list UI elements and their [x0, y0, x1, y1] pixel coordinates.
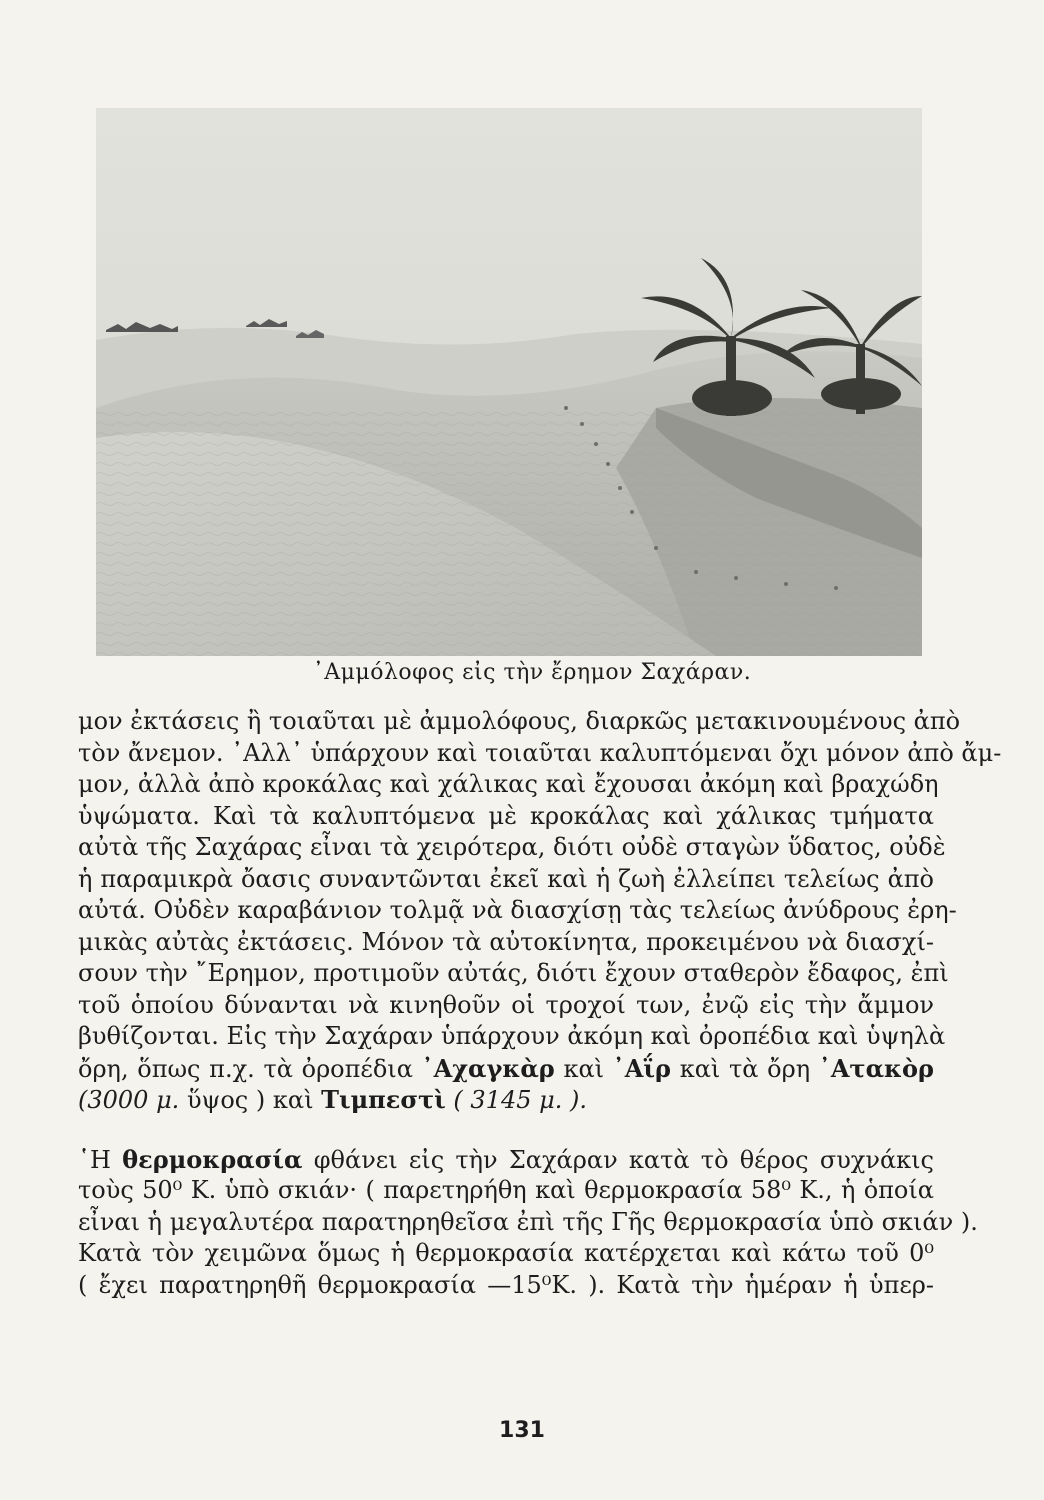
term-temperature: θερμοκρασία — [122, 1144, 303, 1174]
text-line: αὐτά. Οὐδὲν καραβάνιον τολμᾷ νὰ διασχίσῃ τὰς τελείως ἀνύδρους ἐρη- — [78, 896, 957, 924]
text-line: αὐτὰ τῆς Σαχάρας εἶναι τὰ χειρότερα, διότι οὐδὲ σταγὼν ὕδατος, οὐδὲ — [78, 833, 946, 861]
text-line: ὑψώματα. Καὶ τὰ καλυπτόμενα μὲ κροκάλας καὶ χάλικας τμήματα — [78, 801, 934, 830]
place-atakor: ᾽Ατακὸρ — [818, 1053, 935, 1083]
text-line-temperature: ῾Η θερμοκρασία φθάνει εἰς τὴν Σαχάραν κατὰ τὸ θέρος συχνάκις — [78, 1144, 935, 1174]
text-line-heights: (3000 μ. ὕψος ) καὶ Τιμπεστὶ ( 3145 μ. ). — [78, 1085, 587, 1114]
figure-caption: ᾽Αμμόλοφος εἰς τὴν ἔρημον Σαχάραν. — [312, 660, 752, 685]
body-text — [78, 706, 1002, 1301]
place-air: ᾽Αΐρ — [612, 1053, 671, 1083]
text-line: μον ἐκτάσεις ἢ τοιαῦται μὲ ἀμμολόφους, διαρκῶς μετακινουμένους ἀπὸ — [78, 707, 961, 735]
sahara-dune-palm-image — [96, 108, 922, 656]
text-line: βυθίζονται. Εἰς τὴν Σαχάραν ὑπάρχουν ἀκόμη καὶ ὀροπέδια καὶ ὑψηλὰ — [78, 1022, 946, 1050]
text-line: ( ἔχει παρατηρηθῆ θερμοκρασία —15⁰Κ. ). Κατὰ τὴν ἡμέραν ἡ ὑπερ- — [78, 1270, 934, 1299]
text-line: σουν τὴν ῎Ερημον, προτιμοῦν αὐτάς, διότι ἔχουν σταθερὸν ἔδαφος, ἐπὶ — [78, 959, 949, 987]
text-line: Κατὰ τὸν χειμῶνα ὅμως ἡ θερμοκρασία κατέρχεται καὶ κάτω τοῦ 0⁰ — [78, 1239, 934, 1267]
text-line: μον, ἀλλὰ ἀπὸ κροκάλας καὶ χάλικας καὶ ἔχουσαι ἀκόμη καὶ βραχώδη — [78, 770, 939, 798]
page-number: 131 — [499, 1418, 545, 1443]
text-line-mountains: ὄρη, ὅπως π.χ. τὰ ὀροπέδια ᾽Αχαγκὰρ καὶ ᾽Αΐρ καὶ τὰ ὄρη ᾽Ατακὸρ — [78, 1053, 935, 1083]
text-line: ἡ παραμικρὰ ὄασις συναντῶνται ἐκεῖ καὶ ἡ ζωὴ ἐλλείπει τελείως ἀπὸ — [78, 864, 934, 893]
text-line: μικὰς αὐτὰς ἐκτάσεις. Μόνον τὰ αὐτοκίνητα, προκειμένου νὰ διασχί- — [78, 927, 934, 956]
text-line: τοῦ ὁποίου δύνανται νὰ κινηθοῦν οἱ τροχοί των, ἐνῷ εἰς τὴν ἄμμον — [78, 990, 934, 1019]
text-line: τοὺς 50⁰ Κ. ὑπὸ σκιάν· ( παρετηρήθη καὶ θερμοκρασία 58⁰ Κ., ἡ ὁποία — [78, 1176, 934, 1204]
text-line: τὸν ἄνεμον. ᾽Αλλ᾽ ὑπάρχουν καὶ τοιαῦται καλυπτόμεναι ὄχι μόνον ἀπὸ ἄμ- — [78, 738, 1002, 767]
desert-photo — [96, 108, 922, 656]
place-achaggar: ᾽Αχαγκὰρ — [421, 1053, 555, 1083]
text-line: εἶναι ἡ μεγαλυτέρα παρατηρηθεῖσα ἐπὶ τῆς Γῆς θερμοκρασία ὑπὸ σκιάν ). — [78, 1207, 978, 1236]
place-timpesti: Τιμπεστὶ — [321, 1085, 446, 1114]
